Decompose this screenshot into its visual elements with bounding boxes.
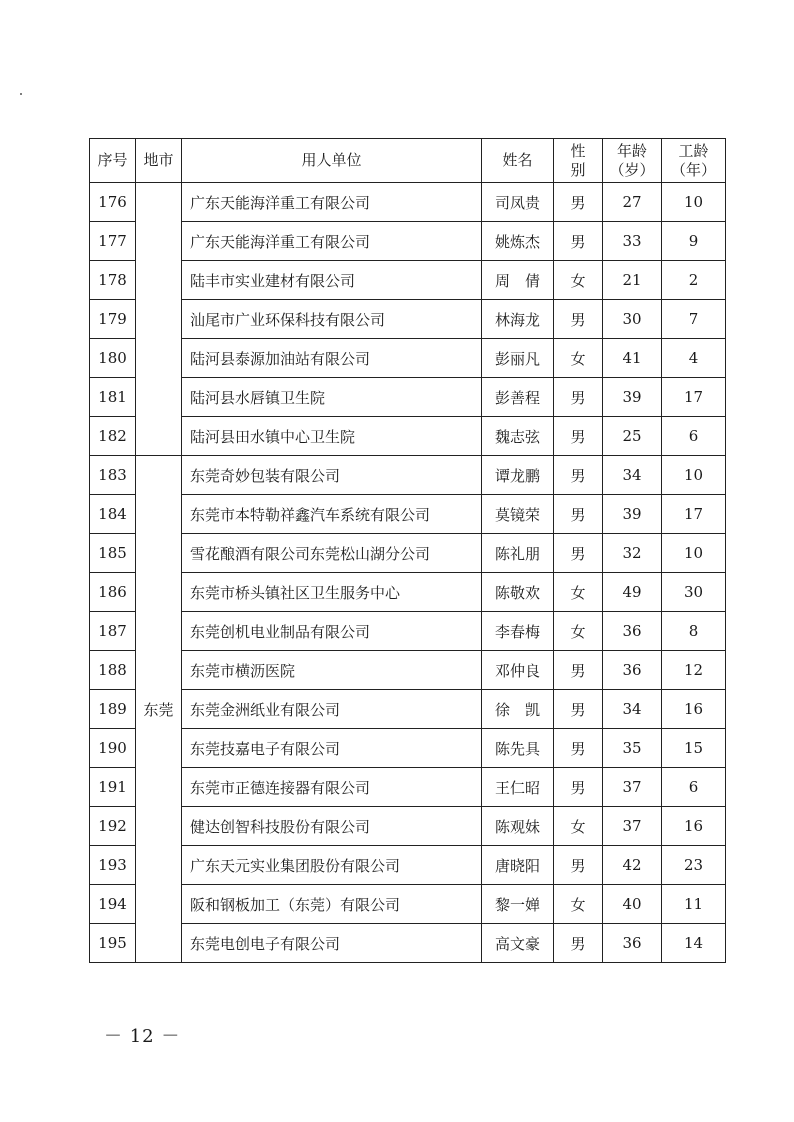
cell-seq: 178 bbox=[90, 261, 136, 300]
cell-age: 41 bbox=[603, 339, 662, 378]
cell-age: 42 bbox=[603, 846, 662, 885]
cell-gender: 男 bbox=[554, 534, 603, 573]
cell-gender: 男 bbox=[554, 378, 603, 417]
cell-service: 6 bbox=[662, 768, 726, 807]
cell-name: 高文豪 bbox=[482, 924, 554, 963]
cell-seq: 180 bbox=[90, 339, 136, 378]
cell-name: 邓仲良 bbox=[482, 651, 554, 690]
header-age-line2: （岁） bbox=[609, 160, 655, 179]
cell-name: 司凤贵 bbox=[482, 183, 554, 222]
cell-age: 35 bbox=[603, 729, 662, 768]
cell-gender: 男 bbox=[554, 690, 603, 729]
table-row bbox=[90, 495, 726, 534]
table-header-row bbox=[90, 139, 726, 183]
cell-name: 王仁昭 bbox=[482, 768, 554, 807]
cell-age: 27 bbox=[603, 183, 662, 222]
cell-age: 39 bbox=[603, 378, 662, 417]
table-row bbox=[90, 183, 726, 222]
cell-age: 25 bbox=[603, 417, 662, 456]
header-unit: 用人单位 bbox=[182, 139, 482, 183]
cell-service: 2 bbox=[662, 261, 726, 300]
cell-service: 10 bbox=[662, 534, 726, 573]
cell-age: 34 bbox=[603, 456, 662, 495]
header-gender-line1: 性 bbox=[570, 141, 586, 160]
cell-gender: 女 bbox=[554, 807, 603, 846]
cell-gender: 男 bbox=[554, 846, 603, 885]
header-seq: 序号 bbox=[90, 139, 136, 183]
table-row bbox=[90, 846, 726, 885]
cell-age: 34 bbox=[603, 690, 662, 729]
cell-service: 4 bbox=[662, 339, 726, 378]
cell-name: 陈观妹 bbox=[482, 807, 554, 846]
cell-unit: 东莞奇妙包装有限公司 bbox=[182, 456, 482, 495]
cell-unit: 东莞创机电业制品有限公司 bbox=[182, 612, 482, 651]
cell-seq: 194 bbox=[90, 885, 136, 924]
header-age bbox=[603, 139, 662, 183]
cell-gender: 男 bbox=[554, 768, 603, 807]
cell-gender: 男 bbox=[554, 183, 603, 222]
cell-unit: 雪花酿酒有限公司东莞松山湖分公司 bbox=[182, 534, 482, 573]
cell-name: 陈礼朋 bbox=[482, 534, 554, 573]
cell-age: 30 bbox=[603, 300, 662, 339]
cell-service: 23 bbox=[662, 846, 726, 885]
cell-service: 6 bbox=[662, 417, 726, 456]
cell-seq: 186 bbox=[90, 573, 136, 612]
cell-age: 36 bbox=[603, 651, 662, 690]
cell-name: 彭善程 bbox=[482, 378, 554, 417]
cell-unit: 广东天能海洋重工有限公司 bbox=[182, 222, 482, 261]
cell-name: 陈敬欢 bbox=[482, 573, 554, 612]
cell-seq: 195 bbox=[90, 924, 136, 963]
cell-gender: 男 bbox=[554, 222, 603, 261]
cell-age: 21 bbox=[603, 261, 662, 300]
cell-service: 12 bbox=[662, 651, 726, 690]
cell-age: 37 bbox=[603, 807, 662, 846]
cell-seq: 190 bbox=[90, 729, 136, 768]
header-service bbox=[662, 139, 726, 183]
cell-seq: 177 bbox=[90, 222, 136, 261]
cell-seq: 187 bbox=[90, 612, 136, 651]
cell-gender: 男 bbox=[554, 924, 603, 963]
table-row bbox=[90, 417, 726, 456]
cell-gender: 女 bbox=[554, 339, 603, 378]
cell-service: 10 bbox=[662, 183, 726, 222]
cell-gender: 女 bbox=[554, 885, 603, 924]
cell-seq: 189 bbox=[90, 690, 136, 729]
cell-age: 36 bbox=[603, 924, 662, 963]
cell-name: 魏志弦 bbox=[482, 417, 554, 456]
table-row bbox=[90, 300, 726, 339]
cell-name: 唐晓阳 bbox=[482, 846, 554, 885]
header-city: 地市 bbox=[136, 139, 182, 183]
table-row bbox=[90, 573, 726, 612]
cell-age: 33 bbox=[603, 222, 662, 261]
cell-unit: 东莞市本特勒祥鑫汽车系统有限公司 bbox=[182, 495, 482, 534]
cell-age: 37 bbox=[603, 768, 662, 807]
cell-name: 谭龙鹏 bbox=[482, 456, 554, 495]
cell-unit: 东莞电创电子有限公司 bbox=[182, 924, 482, 963]
cell-name: 林海龙 bbox=[482, 300, 554, 339]
cell-unit: 健达创智科技股份有限公司 bbox=[182, 807, 482, 846]
cell-name: 周 倩 bbox=[482, 261, 554, 300]
cell-city bbox=[136, 183, 182, 456]
cell-gender: 女 bbox=[554, 261, 603, 300]
table-row bbox=[90, 456, 726, 495]
table-row bbox=[90, 339, 726, 378]
cell-service: 11 bbox=[662, 885, 726, 924]
cell-unit: 广东天元实业集团股份有限公司 bbox=[182, 846, 482, 885]
cell-seq: 184 bbox=[90, 495, 136, 534]
cell-unit: 陆丰市实业建材有限公司 bbox=[182, 261, 482, 300]
cell-seq: 176 bbox=[90, 183, 136, 222]
cell-name: 姚炼杰 bbox=[482, 222, 554, 261]
cell-name: 黎一婵 bbox=[482, 885, 554, 924]
cell-city: 东莞 bbox=[136, 456, 182, 963]
cell-gender: 男 bbox=[554, 300, 603, 339]
cell-service: 16 bbox=[662, 690, 726, 729]
cell-unit: 汕尾市广业环保科技有限公司 bbox=[182, 300, 482, 339]
cell-seq: 193 bbox=[90, 846, 136, 885]
cell-name: 李春梅 bbox=[482, 612, 554, 651]
cell-unit: 东莞市横沥医院 bbox=[182, 651, 482, 690]
cell-unit: 陆河县泰源加油站有限公司 bbox=[182, 339, 482, 378]
cell-service: 8 bbox=[662, 612, 726, 651]
cell-age: 32 bbox=[603, 534, 662, 573]
cell-unit: 阪和钢板加工（东莞）有限公司 bbox=[182, 885, 482, 924]
cell-seq: 181 bbox=[90, 378, 136, 417]
cell-seq: 191 bbox=[90, 768, 136, 807]
header-gender-line2: 别 bbox=[570, 160, 586, 179]
header-name: 姓名 bbox=[482, 139, 554, 183]
cell-gender: 男 bbox=[554, 417, 603, 456]
table-body bbox=[90, 183, 726, 963]
cell-name: 彭丽凡 bbox=[482, 339, 554, 378]
cell-service: 15 bbox=[662, 729, 726, 768]
table-row bbox=[90, 807, 726, 846]
cell-service: 17 bbox=[662, 495, 726, 534]
cell-unit: 东莞市桥头镇社区卫生服务中心 bbox=[182, 573, 482, 612]
table-row bbox=[90, 924, 726, 963]
header-age-line1: 年龄 bbox=[616, 141, 647, 160]
table-row bbox=[90, 768, 726, 807]
cell-service: 30 bbox=[662, 573, 726, 612]
cell-gender: 男 bbox=[554, 651, 603, 690]
cell-age: 40 bbox=[603, 885, 662, 924]
cell-unit: 陆河县田水镇中心卫生院 bbox=[182, 417, 482, 456]
cell-age: 39 bbox=[603, 495, 662, 534]
cell-seq: 182 bbox=[90, 417, 136, 456]
cell-gender: 男 bbox=[554, 456, 603, 495]
cell-unit: 东莞技嘉电子有限公司 bbox=[182, 729, 482, 768]
cell-service: 7 bbox=[662, 300, 726, 339]
page-number: － 12 － bbox=[104, 1026, 181, 1047]
cell-gender: 男 bbox=[554, 495, 603, 534]
cell-gender: 女 bbox=[554, 612, 603, 651]
cell-unit: 陆河县水唇镇卫生院 bbox=[182, 378, 482, 417]
cell-name: 徐 凯 bbox=[482, 690, 554, 729]
cell-seq: 192 bbox=[90, 807, 136, 846]
cell-age: 36 bbox=[603, 612, 662, 651]
table-row bbox=[90, 378, 726, 417]
cell-seq: 188 bbox=[90, 651, 136, 690]
cell-unit: 东莞金洲纸业有限公司 bbox=[182, 690, 482, 729]
table-row bbox=[90, 222, 726, 261]
header-service-line1: 工龄 bbox=[678, 141, 709, 160]
cell-unit: 东莞市正德连接器有限公司 bbox=[182, 768, 482, 807]
table-row bbox=[90, 261, 726, 300]
cell-seq: 183 bbox=[90, 456, 136, 495]
scan-speck bbox=[20, 93, 22, 95]
table-row bbox=[90, 612, 726, 651]
cell-service: 9 bbox=[662, 222, 726, 261]
table-row bbox=[90, 651, 726, 690]
cell-age: 49 bbox=[603, 573, 662, 612]
table-row bbox=[90, 690, 726, 729]
table-row bbox=[90, 534, 726, 573]
header-service-line2: （年） bbox=[670, 160, 716, 179]
cell-name: 陈先具 bbox=[482, 729, 554, 768]
header-gender bbox=[554, 139, 603, 183]
cell-service: 10 bbox=[662, 456, 726, 495]
employee-roster-table bbox=[89, 138, 726, 963]
cell-seq: 185 bbox=[90, 534, 136, 573]
cell-service: 14 bbox=[662, 924, 726, 963]
cell-service: 16 bbox=[662, 807, 726, 846]
table-row bbox=[90, 729, 726, 768]
cell-unit: 广东天能海洋重工有限公司 bbox=[182, 183, 482, 222]
table-row bbox=[90, 885, 726, 924]
cell-name: 莫镜荣 bbox=[482, 495, 554, 534]
cell-gender: 女 bbox=[554, 573, 603, 612]
cell-service: 17 bbox=[662, 378, 726, 417]
cell-seq: 179 bbox=[90, 300, 136, 339]
cell-gender: 男 bbox=[554, 729, 603, 768]
